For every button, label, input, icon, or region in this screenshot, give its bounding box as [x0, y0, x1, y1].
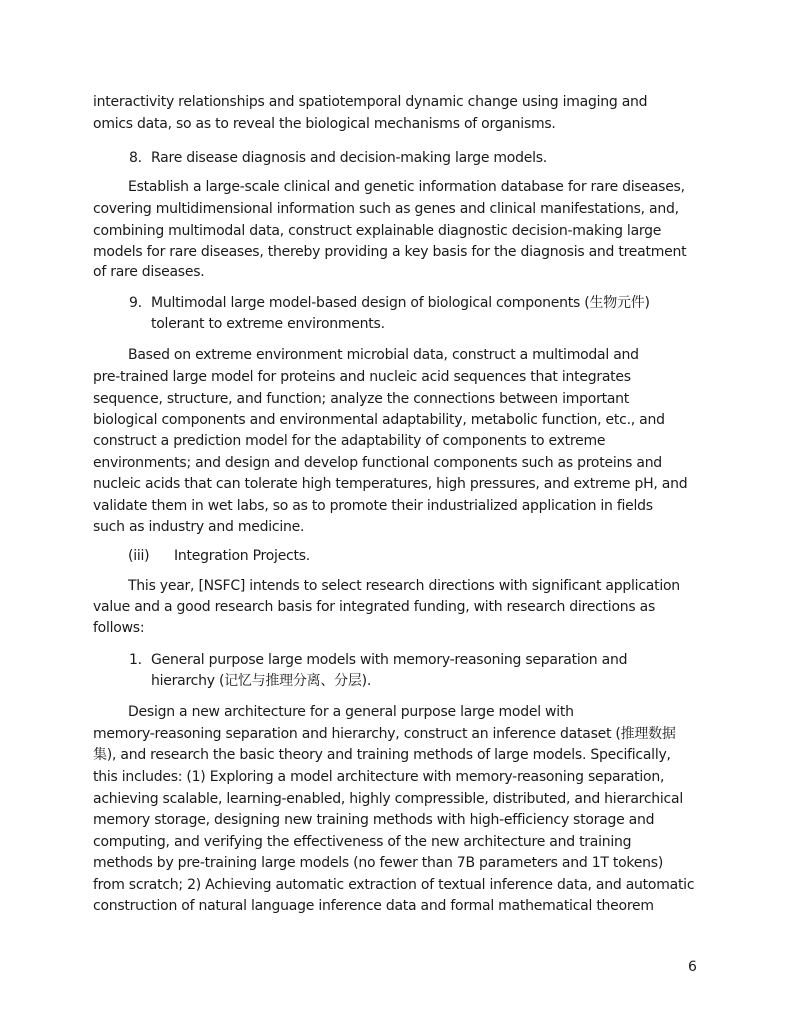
- text-line: achieving scalable, learning-enabled, highly compressible, distributed, and hierarchical: [93, 791, 683, 807]
- text-line: methods by pre-training large models (no fewer than 7B parameters and 1T tokens): [93, 855, 664, 871]
- list-marker: 9.: [129, 295, 142, 311]
- page-number: 6: [688, 959, 697, 975]
- text-line: tolerant to extreme environments.: [151, 316, 385, 332]
- list-marker: 1.: [129, 652, 142, 668]
- text-line: models for rare diseases, thereby providing a key basis for the diagnosis and treatment: [93, 244, 687, 260]
- text-line: nucleic acids that can tolerate high temperatures, high pressures, and extreme pH, and: [93, 476, 688, 492]
- text-line: memory-reasoning separation and hierarchy, construct an inference dataset (推理数据: [93, 726, 676, 742]
- text-line: sequence, structure, and function; analyze the connections between important: [93, 391, 630, 407]
- text-line: covering multidimensional information such as genes and clinical manifestations, and,: [93, 201, 679, 217]
- text-line: 集), and research the basic theory and training methods of large models. Specifically,: [93, 747, 671, 763]
- text-line: construct a prediction model for the adaptability of components to extreme: [93, 433, 606, 449]
- text-line: value and a good research basis for integrated funding, with research directions as: [93, 599, 655, 615]
- text-line: computing, and verifying the effectiveness of the new architecture and training: [93, 834, 632, 850]
- text-line: Rare disease diagnosis and decision-making large models.: [151, 150, 547, 166]
- text-line: This year, [NSFC] intends to select research directions with significant application: [128, 578, 680, 594]
- text-line: hierarchy (记忆与推理分离、分层).: [151, 673, 372, 689]
- text-line: this includes: (1) Exploring a model architecture with memory-reasoning separation,: [93, 769, 665, 785]
- list-marker: (iii): [128, 548, 150, 564]
- text-line: Based on extreme environment microbial data, construct a multimodal and: [128, 347, 639, 363]
- text-line: pre-trained large model for proteins and nucleic acid sequences that integrates: [93, 369, 631, 385]
- text-line: interactivity relationships and spatiotemporal dynamic change using imaging and: [93, 94, 648, 110]
- text-line: of rare diseases.: [93, 264, 205, 280]
- text-line: validate them in wet labs, so as to promote their industrialized application in fields: [93, 498, 653, 514]
- text-line: memory storage, designing new training methods with high-efficiency storage and: [93, 812, 655, 828]
- text-line: omics data, so as to reveal the biological mechanisms of organisms.: [93, 116, 556, 132]
- text-line: Design a new architecture for a general purpose large model with: [128, 704, 574, 720]
- text-line: from scratch; 2) Achieving automatic extraction of textual inference data, and automatic: [93, 877, 695, 893]
- list-marker: 8.: [129, 150, 142, 166]
- text-line: Establish a large-scale clinical and genetic information database for rare diseases,: [128, 179, 685, 195]
- text-line: construction of natural language inference data and formal mathematical theorem: [93, 898, 654, 914]
- text-line: such as industry and medicine.: [93, 519, 305, 535]
- text-line: General purpose large models with memory-reasoning separation and: [151, 652, 628, 668]
- text-line: Integration Projects.: [174, 548, 310, 564]
- text-line: combining multimodal data, construct explainable diagnostic decision-making large: [93, 223, 662, 239]
- text-line: environments; and design and develop functional components such as proteins and: [93, 455, 662, 471]
- text-line: follows:: [93, 620, 145, 636]
- text-line: Multimodal large model-based design of biological components (生物元件): [151, 295, 650, 311]
- text-line: biological components and environmental adaptability, metabolic function, etc., and: [93, 412, 665, 428]
